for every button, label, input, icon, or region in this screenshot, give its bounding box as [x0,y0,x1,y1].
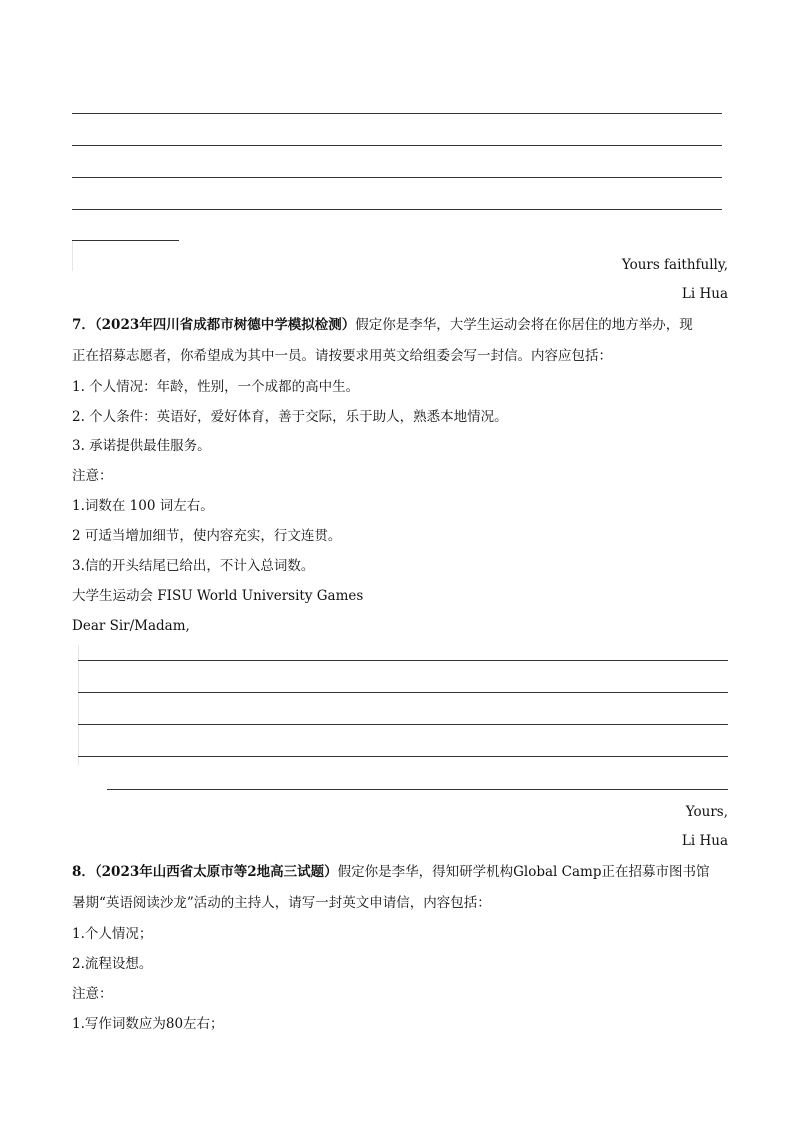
list-item: 2. 个人条件：英语好，爱好体育，善于交际，乐于助人，熟悉本地情况。 [72,409,508,425]
writing-line [72,145,722,146]
note-item: 3.信的开头结尾已给出，不计入总词数。 [72,558,315,574]
question-number: 7． [72,317,95,333]
margin-line [78,645,79,765]
question-7-line1 [72,316,693,334]
note-item: 1.写作词数应为80左右； [72,1016,224,1032]
question-prompt: 假定你是李华，大学生运动会将在你居住的地方举办，现 [355,317,693,333]
letter-signature: Li Hua [681,833,728,849]
question-prompt: 假定你是李华，得知研学机构Global Camp正在招募市图书馆 [337,864,710,880]
salutation: Dear Sir/Madam, [72,618,190,634]
writing-line [78,692,728,693]
list-item: 1. 个人情况：年龄，性别，一个成都的高中生。 [72,379,360,395]
question-source: （2023年四川省成都市树德中学模拟检测） [94,317,356,333]
writing-line [78,724,728,725]
writing-line-short [72,240,179,241]
margin-line [72,241,73,271]
writing-line [72,177,722,178]
writing-line [72,209,722,210]
letter-closing: Yours, [685,804,728,820]
letter-signature: Li Hua [681,286,728,302]
question-number: 8． [72,864,95,880]
question-7-line2: 正在招募志愿者，你希望成为其中一员。请按要求用英文给组委会写一封信。内容应包括： [72,348,612,364]
note-item: 1.词数在 100 词左右。 [72,498,214,514]
notes-title: 注意： [72,468,113,484]
list-item: 3. 承诺提供最佳服务。 [72,438,211,454]
list-item: 2.流程设想。 [72,956,153,972]
notes-title: 注意： [72,986,113,1002]
letter-closing: Yours faithfully, [621,257,728,273]
question-source: （2023年山西省太原市等2地高三试题） [94,864,338,880]
note-item: 2 可适当增加细节，使内容充实，行文连贯。 [72,528,342,544]
question-8-line1 [72,863,709,881]
writing-line [78,660,728,661]
writing-line [78,756,728,757]
writing-line [107,789,728,790]
list-item: 1.个人情况； [72,926,153,942]
writing-line [72,113,722,114]
question-8-line2: 暑期“英语阅读沙龙”活动的主持人，请写一封英文申请信，内容包括： [72,895,491,911]
glossary-line: 大学生运动会 FISU World University Games [72,588,364,604]
